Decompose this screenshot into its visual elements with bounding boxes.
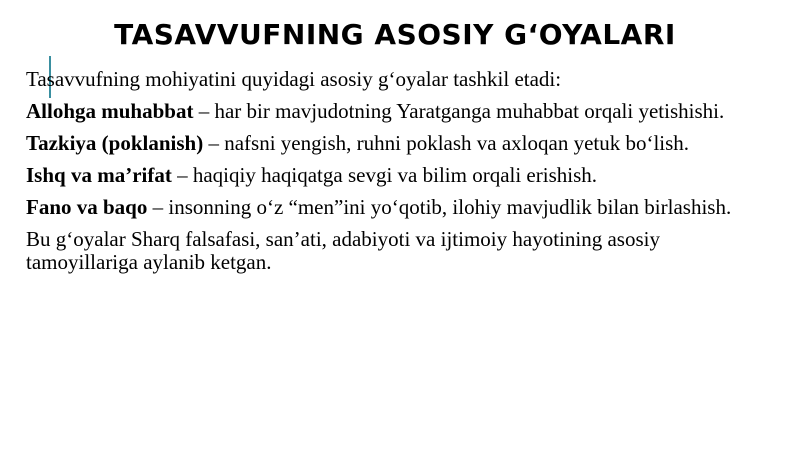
idea-description: – haqiqiy haqiqatga sevgi va bilim orqali erishish. [171, 163, 598, 187]
conclusion-paragraph: Bu g‘oyalar Sharq falsafasi, san’ati, adabiyoti va ijtimoiy hayotining asosiy tamoyillariga aylanib ketgan. [26, 227, 660, 274]
intro-paragraph: Tasavvufning mohiyatini quyidagi asosiy g‘oyalar tashkil etadi: [26, 67, 562, 91]
idea-paragraph-purification [26, 132, 774, 155]
idea-paragraph-knowledge [26, 164, 774, 187]
idea-term: Ishq va ma’rifat [26, 163, 172, 187]
slide-body [26, 68, 774, 283]
idea-term: Allohga muhabbat [26, 99, 194, 123]
slide-title: TASAVVUFNING ASOSIY G‘OYALARI [114, 18, 676, 51]
idea-description: – insonning o‘z “men”ini yo‘qotib, ilohiy mavjudlik bilan birlashish. [147, 195, 732, 219]
idea-paragraph-love [26, 100, 774, 123]
idea-description: – har bir mavjudotning Yaratganga muhabbat orqali yetishishi. [193, 99, 725, 123]
idea-term: Tazkiya (poklanish) [26, 131, 204, 155]
idea-paragraph-fano-baqo [26, 196, 774, 219]
idea-term: Fano va baqo [26, 195, 148, 219]
idea-description: – nafsni yengish, ruhni poklash va axloqan yetuk bo‘lish. [203, 131, 690, 155]
